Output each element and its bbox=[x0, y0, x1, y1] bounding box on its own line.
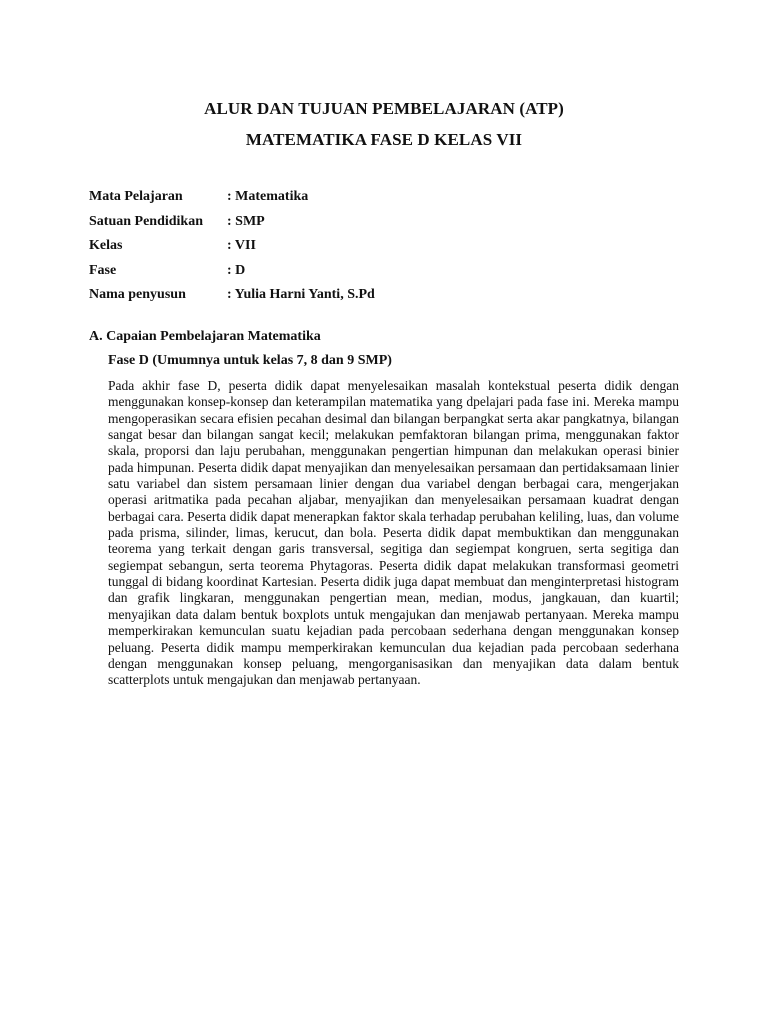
section-a-paragraph: Pada akhir fase D, peserta didik dapat menyelesaikan masalah kontekstual peserta didik dengan menggunakan konsep-konsep dan keterampilan matematika yang dpelajari pada fase ini. Mereka mampu mengoperasikan secara efisien pecahan desimal dan bilangan berpangkat serta akar pangkatnya, bilangan sangat besar dan bilangan sangat kecil; melakukan pemfaktoran bilangan prima, menggunakan faktor skala, proporsi dan laju perubahan, menggunakan pengertian himpunan dan melakukan operasi binier pada himpunan. Peserta didik dapat menyajikan dan menyelesaikan persamaan dan pertidaksamaan linier satu variabel dan sistem persamaan linier dengan dua variabel dengan berbagai cara, mengerjakan operasi aritmatika pada pecahan aljabar, menyajikan dan menyelesaikan persamaan kuadrat dengan berbagai cara. Peserta didik dapat menerapkan faktor skala terhadap perubahan keliling, luas, dan volume pada prisma, silinder, limas, kerucut, dan bola. Peserta didik dapat membuktikan dan menggunakan teorema yang terkait dengan garis transversal, segitiga dan segiempat kongruen, serta segitiga dan segiempat sebangun, serta teorema Phytagoras. Peserta didik dapat melakukan transformasi geometri tunggal di bidang koordinat Kartesian. Peserta didik juga dapat membuat dan menginterpretasi histogram dan grafik lingkaran, menggunakan pengertian mean, median, modus, jangkauan, dan kuartil; menyajikan data dalam bentuk boxplots untuk mengajukan dan menjawab pertanyaan. Mereka mampu memperkirakan kemunculan suatu kejadian pada percobaan sederhana dengan menggunakan konsep peluang. Peserta didik mampu memperkirakan kemunculan dua kejadian pada percobaan sederhana dengan menggunakan konsep peluang, mengorganisasikan dan menyajikan data dalam bentuk scatterplots untuk mengajukan dan menjawab pertanyaan. bbox=[108, 378, 679, 688]
info-label: Satuan Pendidikan bbox=[89, 213, 203, 229]
info-label: Nama penyusun bbox=[89, 287, 186, 303]
info-label: Kelas bbox=[89, 238, 123, 254]
section-a-heading: A. Capaian Pembelajaran Matematika bbox=[89, 329, 321, 344]
info-row-school-unit bbox=[89, 210, 375, 235]
info-value: : Matematika bbox=[227, 189, 309, 205]
info-label: Fase bbox=[89, 262, 117, 278]
info-value: : VII bbox=[227, 238, 256, 254]
document-title-line-2: MATEMATIKA FASE D KELAS VII bbox=[245, 130, 523, 149]
info-value: : D bbox=[227, 262, 246, 278]
info-table bbox=[89, 185, 375, 308]
document-title-line-1: ALUR DAN TUJUAN PEMBELAJARAN (ATP) bbox=[204, 99, 564, 118]
info-value: : Yulia Harni Yanti, S.Pd bbox=[227, 287, 375, 303]
section-a-subheading: Fase D (Umumnya untuk kelas 7, 8 dan 9 SMP) bbox=[108, 353, 392, 368]
info-row-phase bbox=[89, 259, 375, 284]
info-label: Mata Pelajaran bbox=[89, 189, 183, 205]
info-row-subject bbox=[89, 185, 375, 210]
info-value: : SMP bbox=[227, 213, 265, 229]
info-row-class bbox=[89, 234, 375, 259]
info-row-author bbox=[89, 283, 375, 308]
